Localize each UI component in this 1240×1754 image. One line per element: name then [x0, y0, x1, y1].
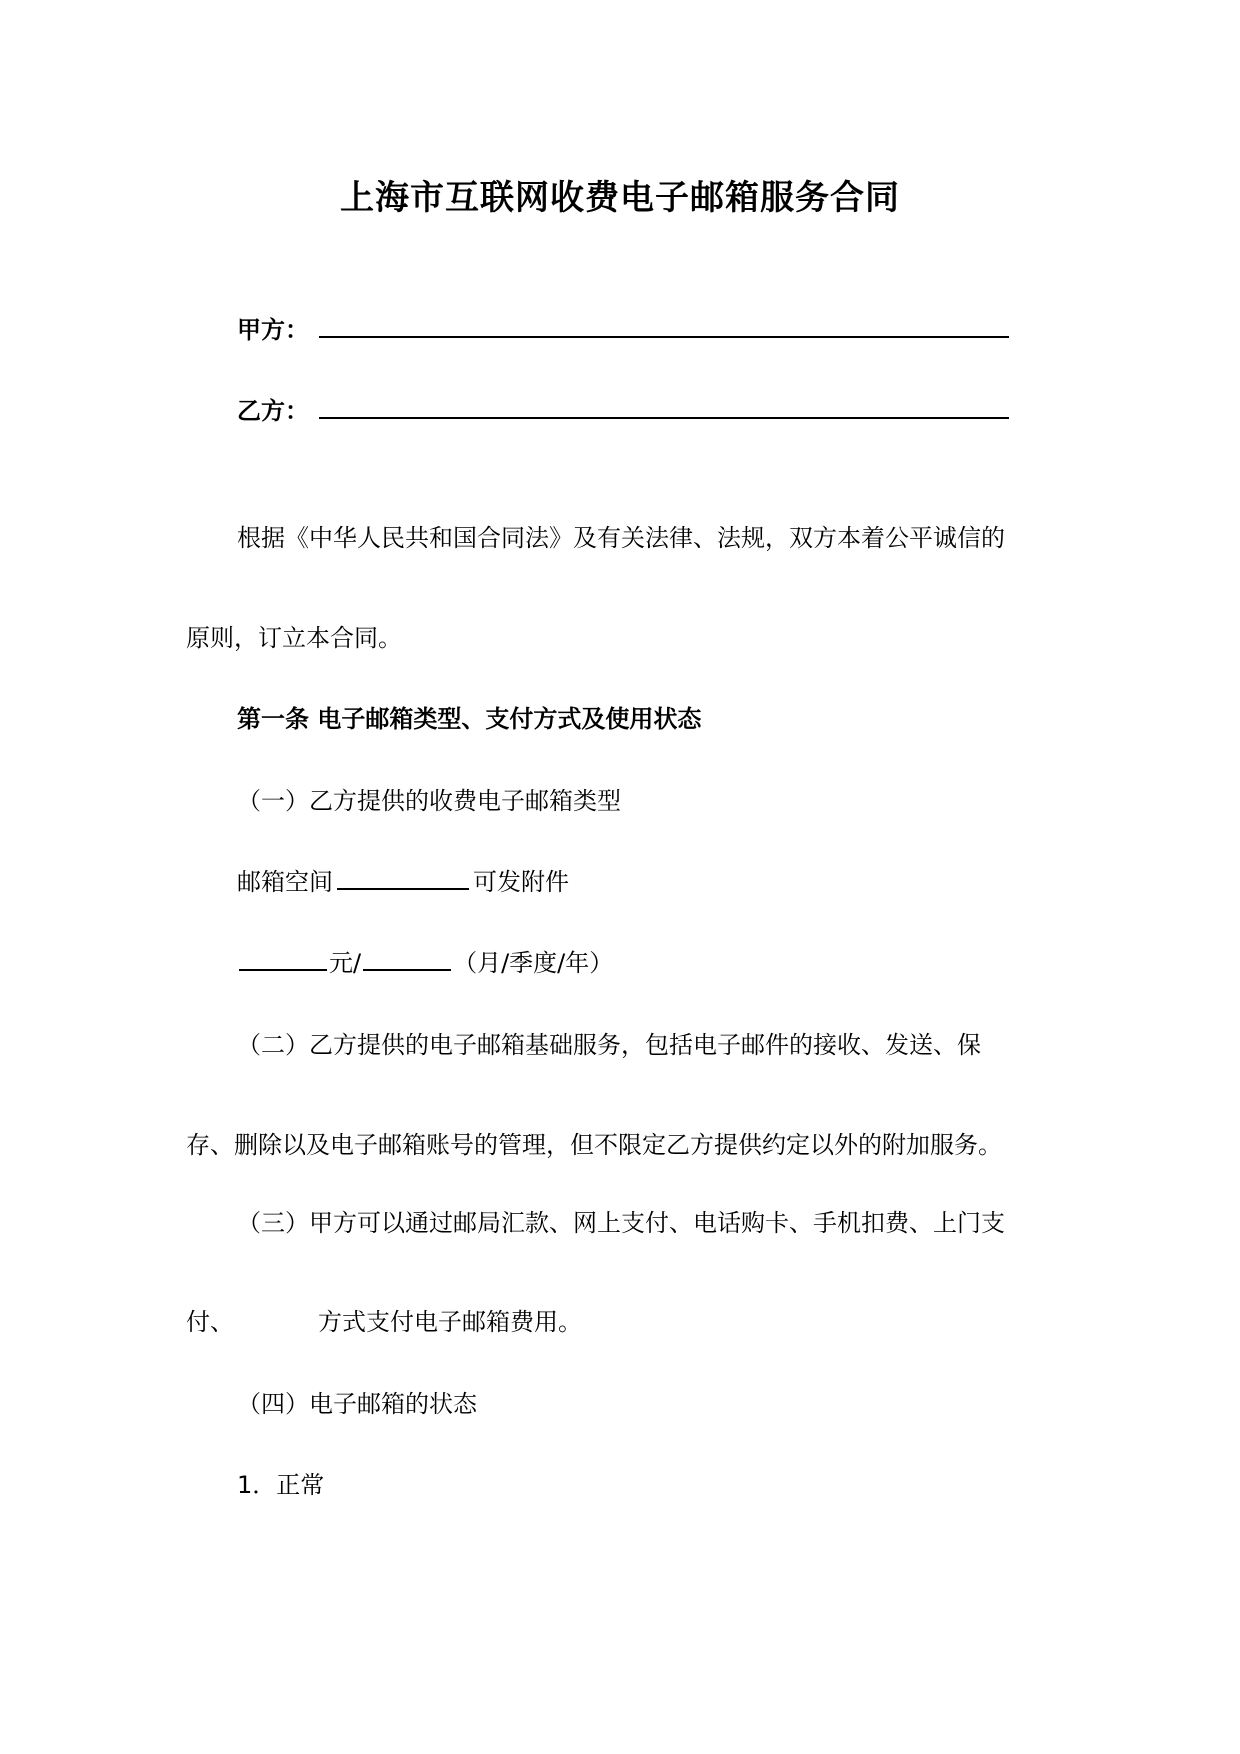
party-a-line [237, 314, 1009, 346]
preamble-line-2: 原则，订立本合同。 [186, 624, 402, 652]
item-1: （一）乙方提供的收费电子邮箱类型 [237, 787, 621, 815]
item-3-line-1: （三）甲方可以通过邮局汇款、网上支付、电话购卡、手机扣费、上门支 [237, 1209, 1005, 1237]
item-4: （四）电子邮箱的状态 [237, 1390, 477, 1418]
party-b-line [237, 395, 1009, 427]
party-a-blank[interactable] [319, 314, 1009, 338]
period-blank[interactable] [363, 947, 451, 971]
article-1-heading: 第一条 电子邮箱类型、支付方式及使用状态 [237, 705, 702, 733]
price-line [237, 947, 613, 979]
period-options: （月/季度/年） [453, 949, 614, 977]
party-b-blank[interactable] [319, 395, 1009, 419]
attachments-label: 可发附件 [473, 868, 569, 896]
mailbox-space-label: 邮箱空间 [237, 868, 333, 896]
item-2-line-2: 存、删除以及电子邮箱账号的管理，但不限定乙方提供约定以外的附加服务。 [186, 1131, 1002, 1159]
party-b-label: 乙方： [237, 397, 309, 425]
party-a-label: 甲方： [237, 316, 309, 344]
page-title: 上海市互联网收费电子邮箱服务合同 [340, 178, 900, 218]
item-3-line-2-part-1: 付、 [186, 1308, 234, 1336]
preamble-line-1: 根据《中华人民共和国合同法》及有关法律、法规，双方本着公平诚信的 [237, 524, 1005, 552]
mailbox-space-blank[interactable] [337, 866, 469, 890]
item-3-line-2 [186, 1306, 582, 1338]
price-unit: 元/ [329, 949, 362, 977]
item-3-line-2-part-2: 方式支付电子邮箱费用。 [318, 1308, 582, 1336]
status-1: 1．正常 [237, 1471, 325, 1499]
mailbox-space-line [237, 866, 569, 898]
item-2-line-1: （二）乙方提供的电子邮箱基础服务，包括电子邮件的接收、发送、保 [237, 1031, 981, 1059]
price-blank[interactable] [239, 947, 327, 971]
